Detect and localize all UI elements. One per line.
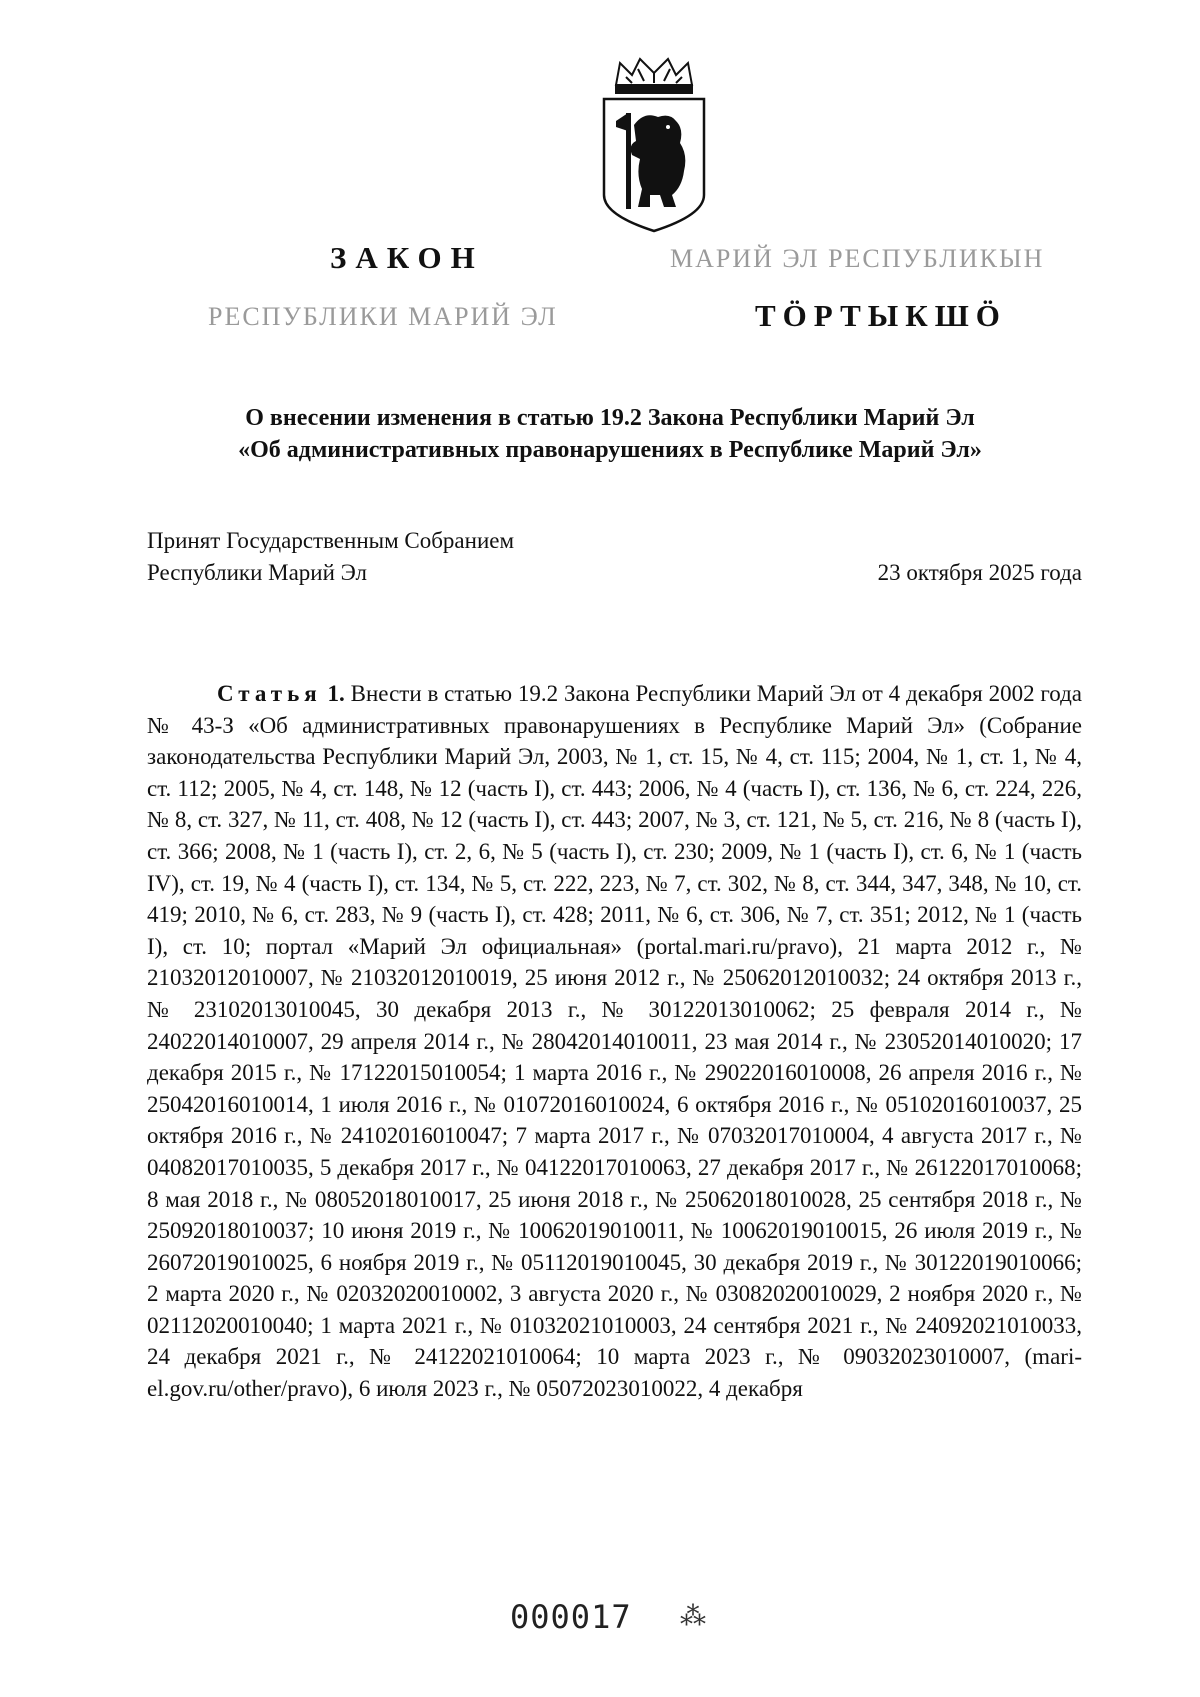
article-number: 1.	[327, 681, 345, 706]
republic-name-ru: РЕСПУБЛИКИ МАРИЙ ЭЛ	[208, 302, 558, 331]
document-serial-number: 000017	[510, 1598, 632, 1636]
article-label: Статья	[217, 681, 322, 706]
coat-of-arms-emblem	[598, 55, 710, 235]
law-heading	[120, 402, 1100, 466]
law-heading-line2: «Об административных правонарушениях в Республике Марий Эл»	[238, 437, 982, 463]
article-text: Внести в статью 19.2 Закона Республики Марий Эл от 4 декабря 2002 года № 43-З «Об административных правонарушениях в Республике Марий Эл» (Собрание законодательства Республики Марий Эл, 2003, № 1, ст. 15, № 4, ст. 115; 2004, № 1, ст. 1, № 4, ст. 112; 2005, № 4, ст. 148, № 12 (часть I), ст. 443; 2006, № 4 (часть I), ст. 136, № 6, ст. 224, 226, № 8, ст. 327, № 11, ст. 408, № 12 (часть I), ст. 443; 2007, № 3, ст. 121, № 5, ст. 216, № 8 (часть I), ст. 366; 2008, № 1 (часть I), ст. 2, 6, № 5 (часть I), ст. 230; 2009, № 1 (часть I), ст. 6, № 1 (часть IV), ст. 19, № 4 (часть I), ст. 134, № 5, ст. 222, 223, № 7, ст. 302, № 8, ст. 344, 347, 348, № 10, ст. 419; 2010, № 6, ст. 283, № 9 (часть I), ст. 428; 2011, № 6, ст. 306, № 7, ст. 351; 2012, № 1 (часть I), ст. 10; портал «Марий Эл официальная» (portal.mari.ru/pravo), 21 марта 2012 г., № 21032012010007, № 21032012010019, 25 июня 2012 г., № 25062012010032; 24 октября 2013 г., № 23102013010045, 30 декабря 2013 г., № 30122013010062; 25 февраля 2014 г., № 24022014010007, 29 апреля 2014 г., № 28042014010011, 23 мая 2014 г., № 23052014010020; 17 декабря 2015 г., № 17122015010054; 1 марта 2016 г., № 29022016010008, 26 апреля 2016 г., № 25042016010014, 1 июля 2016 г., № 01072016010024, 6 октября 2016 г., № 05102016010037, 25 октября 2016 г., № 24102016010047; 7 марта 2017 г., № 07032017010004, 4 августа 2017 г., № 04082017010035, 5 декабря 2017 г., № 04122017010063, 27 декабря 2017 г., № 26122017010068; 8 мая 2018 г., № 08052018010017, 25 июня 2018 г., № 25062018010028, 25 сентября 2018 г., № 25092018010037; 10 июня 2019 г., № 10062019010011, № 10062019010015, 26 июля 2019 г., № 26072019010025, 6 ноября 2019 г., № 05112019010045, 30 декабря 2019 г., № 30122019010066; 2 марта 2020 г., № 02032020010002, 3 августа 2020 г., № 03082020010029, 2 ноября 2020 г., № 02112020010040; 1 марта 2021 г., № 01032021010003, 24 сентября 2021 г., № 24092021010033, 24 декабря 2021 г., № 24122021010064; 10 марта 2023 г., № 09032023010007, (mari-el.gov.ru/other/pravo), 6 июля 2023 г., № 05072023010022, 4 декабря	[147, 681, 1083, 1402]
adoption-statement	[147, 525, 514, 589]
adoption-date: 23 октября 2025 года	[877, 560, 1082, 585]
article-1-paragraph	[147, 678, 1082, 1405]
law-title-mari: ТӦРТЫКШӦ	[755, 298, 1007, 333]
adoption-line2: Республики Марий Эл	[147, 560, 368, 585]
law-title-ru: ЗАКОН	[330, 240, 484, 275]
adoption-line1: Принят Государственным Собранием	[147, 528, 515, 553]
asterism-mark: ⁂	[680, 1602, 706, 1631]
republic-name-mari: МАРИЙ ЭЛ РЕСПУБЛИКЫН	[670, 244, 1045, 273]
law-heading-line1: О внесении изменения в статью 19.2 Закона Республики Марий Эл	[245, 405, 975, 431]
